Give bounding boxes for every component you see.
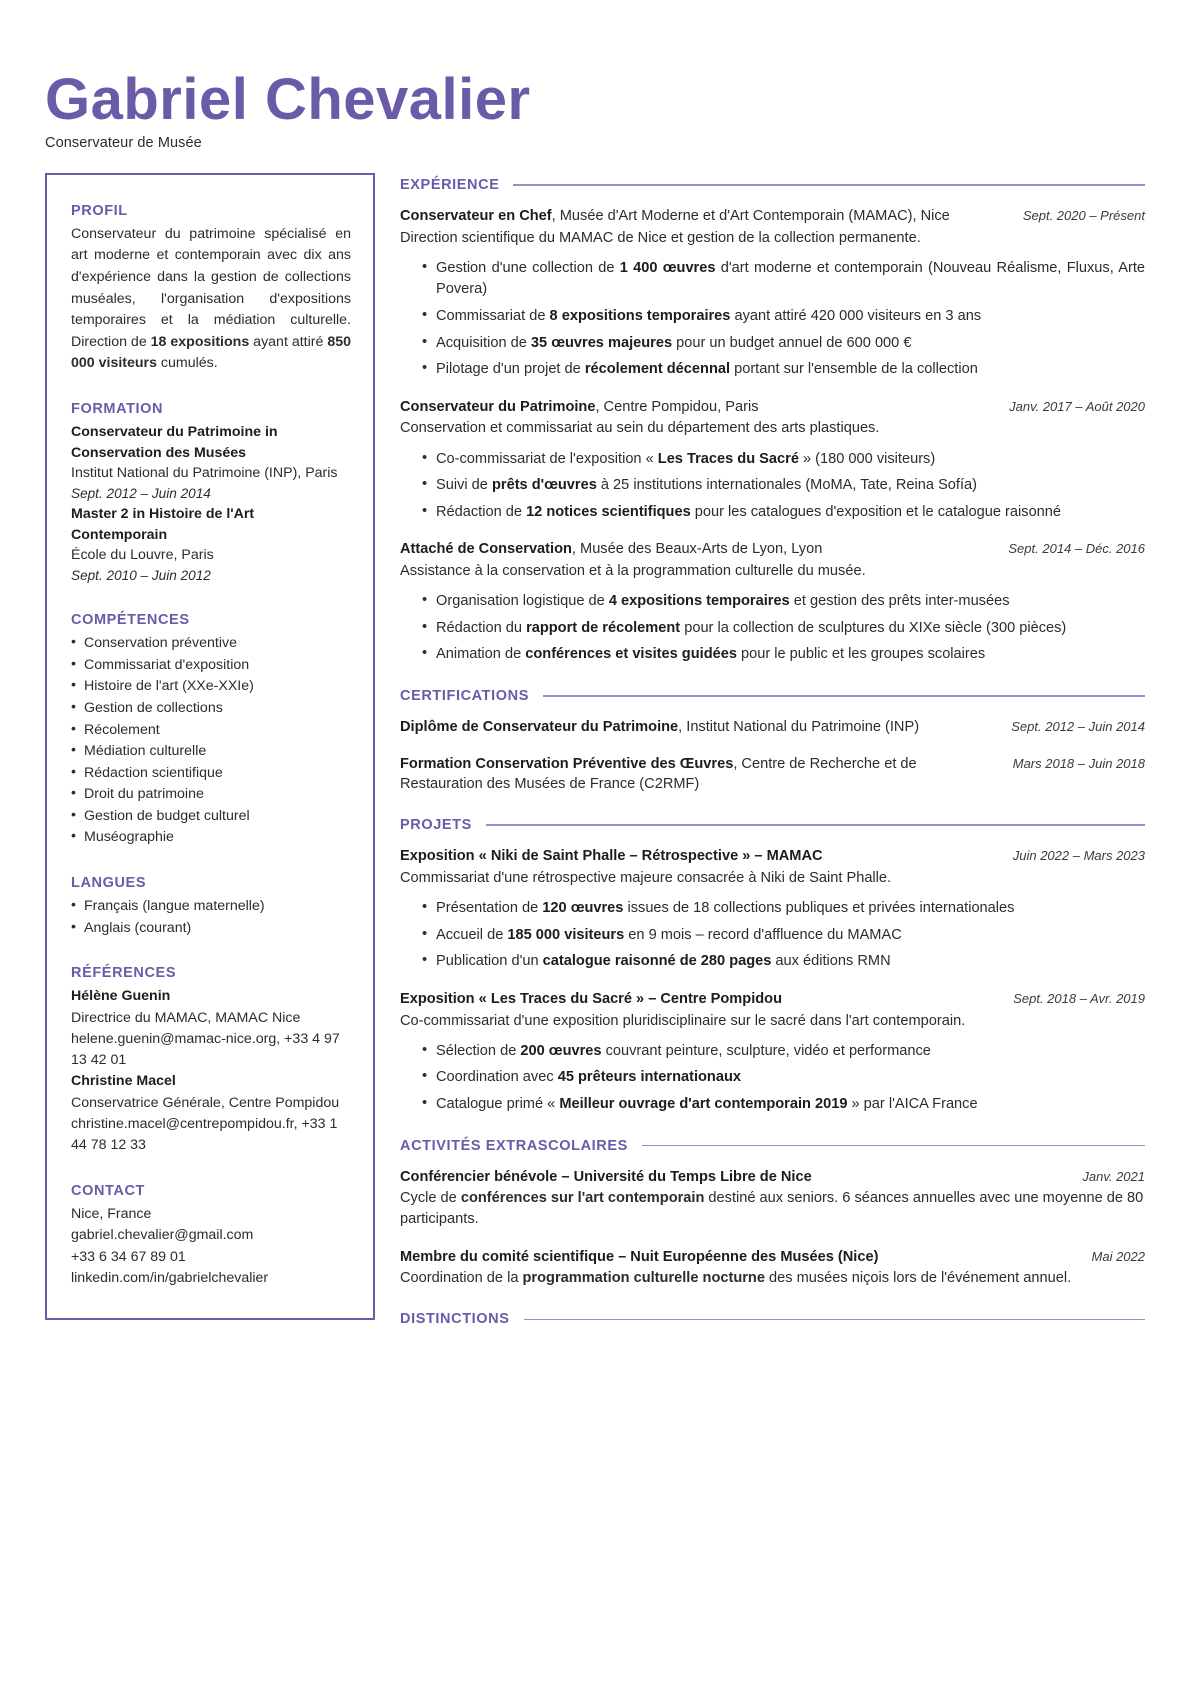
entry-summary: Conservation et commissariat au sein du département des arts plastiques. — [400, 420, 880, 437]
resume-body — [45, 173, 1145, 1341]
entry-date: Janv. 2021 — [1082, 1168, 1145, 1184]
entry-head — [400, 1247, 1145, 1268]
contact-line[interactable]: linkedin.com/in/gabrielchevalier — [71, 1270, 269, 1287]
reference-contact: christine.macel@centrepompidou.fr, +33 1 44 78 12 33 — [71, 1116, 338, 1154]
activites-entries — [400, 1167, 1145, 1290]
references-list — [71, 986, 351, 1156]
projets-entries — [400, 846, 1145, 1115]
entry-title: Membre du comité scientifique – Nuit Européenne des Musées (Nice) — [400, 1248, 879, 1265]
list-item: • Histoire de l'art (XXe-XXIe) — [71, 676, 351, 698]
entry-bullet: • Rédaction du rapport de récolement pour la collection de sculptures du XIXe siècle (300 pièces) — [422, 618, 1145, 640]
entry-title: Conservateur en Chef, Musée d'Art Moderne et d'Art Contemporain (MAMAC), Nice — [400, 207, 950, 224]
list-item: • Récolement — [71, 720, 351, 742]
entry — [400, 989, 1145, 1116]
entry-head — [400, 754, 1145, 795]
entry-head — [400, 1167, 1145, 1188]
list-item: • Droit du patrimoine — [71, 784, 351, 806]
entry-bullet: • Gestion d'une collection de 1 400 œuvres d'art moderne et contemporain (Nouveau Réalisme, Fluxus, Arte Povera) — [422, 258, 1145, 301]
entry-bullet-list — [400, 898, 1145, 973]
formation-date: Sept. 2012 – Juin 2014 — [71, 485, 211, 501]
entry-date: Sept. 2020 – Présent — [1022, 207, 1145, 223]
competences-list — [71, 633, 351, 849]
entry-head — [400, 989, 1145, 1010]
entry-summary: Co-commissariat d'une exposition pluridisciplinaire sur le sacré dans l'art contemporain. — [400, 1012, 966, 1029]
entry-summary: Coordination de la programmation culturelle nocturne des musées niçois lors de l'événement annuel. — [400, 1270, 1072, 1287]
list-item: • Français (langue maternelle) — [71, 896, 351, 918]
entry-date: Sept. 2018 – Avr. 2019 — [1013, 990, 1145, 1006]
section-header-activites — [400, 1138, 1145, 1154]
entry-bullet: • Pilotage d'un projet de récolement décennal portant sur l'ensemble de la collection — [422, 359, 1145, 381]
sidebar-heading-formation: FORMATION — [71, 400, 164, 417]
entry-summary: Commissariat d'une rétrospective majeure consacrée à Niki de Saint Phalle. — [400, 869, 892, 886]
experience-entries — [400, 206, 1145, 666]
list-item: • Rédaction scientifique — [71, 763, 351, 785]
list-item: • Gestion de budget culturel — [71, 806, 351, 828]
entry-bullet: • Catalogue primé « Meilleur ouvrage d'art contemporain 2019 » par l'AICA France — [422, 1094, 1145, 1116]
reference-contact: helene.guenin@mamac-nice.org, +33 4 97 13 42 01 — [71, 1030, 340, 1069]
reference-item — [71, 1071, 351, 1156]
sidebar-section-references — [71, 965, 351, 1156]
section-title-activites: ACTIVITÉS EXTRASCOLAIRES — [400, 1137, 628, 1154]
entry — [400, 846, 1145, 973]
entry-date: Sept. 2014 – Déc. 2016 — [1008, 541, 1145, 557]
entry-head — [400, 397, 1145, 418]
main-column — [400, 173, 1145, 1341]
section-rule — [486, 824, 1145, 826]
formation-degree: Master 2 in Histoire de l'Art Contemporain — [71, 506, 255, 543]
entry — [400, 206, 1145, 381]
entry-bullet-list — [400, 258, 1145, 381]
entry-bullet: • Organisation logistique de 4 expositions temporaires et gestion des prêts inter-musées — [422, 591, 1145, 613]
list-item: • Conservation préventive — [71, 633, 351, 655]
sidebar-section-competences — [71, 612, 351, 849]
section-title-distinctions: DISTINCTIONS — [400, 1311, 510, 1328]
sidebar-section-langues — [71, 875, 351, 939]
sidebar-heading-profil: PROFIL — [71, 202, 128, 219]
entry-head — [400, 717, 1145, 738]
entry-title: Formation Conservation Préventive des Œuvres, Centre de Recherche et de Restauration des Musées de France (C2RMF) — [400, 755, 917, 793]
formation-school: Institut National du Patrimoine (INP), Paris — [71, 465, 338, 482]
entry-title: Diplôme de Conservateur du Patrimoine, Institut National du Patrimoine (INP) — [400, 719, 920, 736]
entry-bullet: • Acquisition de 35 œuvres majeures pour un budget annuel de 600 000 € — [422, 333, 1145, 355]
section-header-distinctions — [400, 1311, 1145, 1327]
candidate-job-title: Conservateur de Musée — [45, 134, 202, 151]
entry-summary: Assistance à la conservation et à la programmation culturelle du musée. — [400, 563, 866, 580]
entry-head — [400, 846, 1145, 867]
sidebar-section-profil — [71, 203, 351, 375]
section-header-experience — [400, 177, 1145, 193]
section-rule — [524, 1319, 1145, 1321]
section-header-projets — [400, 817, 1145, 833]
sidebar-section-contact — [71, 1183, 351, 1290]
entry-bullet-list — [400, 591, 1145, 666]
entry — [400, 539, 1145, 666]
entry-title: Exposition « Les Traces du Sacré » – Centre Pompidou — [400, 990, 782, 1007]
list-item: • Médiation culturelle — [71, 741, 351, 763]
entry-bullet: • Commissariat de 8 expositions temporaires ayant attiré 420 000 visiteurs en 3 ans — [422, 306, 1145, 328]
entry-bullet: • Coordination avec 45 prêteurs internationaux — [422, 1067, 1145, 1089]
entry-bullet: • Suivi de prêts d'œuvres à 25 institutions internationales (MoMA, Tate, Reina Sofía) — [422, 475, 1145, 497]
entry-title: Conférencier bénévole – Université du Temps Libre de Nice — [400, 1168, 812, 1185]
langues-list — [71, 896, 351, 939]
entry-date: Mai 2022 — [1091, 1248, 1145, 1264]
formation-degree: Conservateur du Patrimoine in Conservation des Musées — [71, 423, 278, 461]
sidebar-heading-contact: CONTACT — [71, 1182, 146, 1199]
section-header-certifications — [400, 688, 1145, 704]
profil-text: Conservateur du patrimoine spécialisé en art moderne et contemporain avec dix ans d'expérience dans la gestion de collections muséales, l'organisation d'expositions temporaires et la médiation culturelle. Direction de 18 expositions ayant attiré 850 000 visiteurs cumulés. — [71, 225, 351, 372]
section-rule — [513, 184, 1145, 186]
reference-name: Christine Macel — [71, 1073, 176, 1090]
sidebar-heading-competences: COMPÉTENCES — [71, 612, 190, 629]
entry-bullet: • Rédaction de 12 notices scientifiques pour les catalogues d'exposition et le catalogue raisonné — [422, 502, 1145, 524]
entry — [400, 397, 1145, 524]
sidebar — [45, 173, 375, 1320]
entry — [400, 754, 1145, 795]
candidate-name: Gabriel Chevalier — [45, 67, 531, 132]
entry-title: Exposition « Niki de Saint Phalle – Rétrospective » – MAMAC — [400, 848, 823, 865]
section-rule — [543, 695, 1145, 697]
formation-item — [71, 422, 351, 504]
sidebar-heading-langues: LANGUES — [71, 875, 147, 892]
entry-date: Janv. 2017 – Août 2020 — [1009, 398, 1145, 414]
sidebar-section-formation — [71, 401, 351, 586]
entry-summary: Cycle de conférences sur l'art contemporain destiné aux seniors. 6 séances annuelles avec une moyenne de 80 participants. — [400, 1190, 1144, 1228]
contact-line[interactable]: +33 6 34 67 89 01 — [71, 1248, 186, 1265]
contact-line[interactable]: Nice, France — [71, 1205, 152, 1222]
section-rule — [642, 1145, 1145, 1147]
list-item: • Muséographie — [71, 827, 351, 849]
entry — [400, 1247, 1145, 1290]
entry-date: Mars 2018 – Juin 2018 — [1012, 755, 1145, 771]
entry-bullet-list — [400, 449, 1145, 524]
entry-bullet: • Sélection de 200 œuvres couvrant peinture, sculpture, vidéo et performance — [422, 1041, 1145, 1063]
sidebar-heading-references: RÉFÉRENCES — [71, 965, 177, 982]
contact-line[interactable]: gabriel.chevalier@gmail.com — [71, 1227, 254, 1244]
certifications-entries — [400, 717, 1145, 795]
reference-item — [71, 986, 351, 1071]
reference-role: Conservatrice Générale, Centre Pompidou — [71, 1094, 340, 1111]
list-item: • Anglais (courant) — [71, 918, 351, 940]
formation-date: Sept. 2010 – Juin 2012 — [71, 567, 211, 583]
formation-school: École du Louvre, Paris — [71, 547, 214, 564]
reference-role: Directrice du MAMAC, MAMAC Nice — [71, 1009, 301, 1026]
entry-date: Sept. 2012 – Juin 2014 — [1011, 719, 1145, 735]
list-item: • Gestion de collections — [71, 698, 351, 720]
entry-title: Attaché de Conservation, Musée des Beaux-Arts de Lyon, Lyon — [400, 541, 823, 558]
entry — [400, 717, 1145, 738]
section-title-experience: EXPÉRIENCE — [400, 176, 500, 193]
contact-list — [71, 1204, 351, 1290]
entry-date: Juin 2022 – Mars 2023 — [1012, 848, 1145, 864]
entry-bullet: • Animation de conférences et visites guidées pour le public et les groupes scolaires — [422, 644, 1145, 666]
list-item: • Commissariat d'exposition — [71, 655, 351, 677]
formation-list — [71, 422, 351, 586]
formation-item — [71, 504, 351, 586]
entry-summary: Direction scientifique du MAMAC de Nice et gestion de la collection permanente. — [400, 229, 921, 246]
entry-head — [400, 206, 1145, 227]
section-title-certifications: CERTIFICATIONS — [400, 688, 529, 705]
entry-title: Conservateur du Patrimoine, Centre Pompidou, Paris — [400, 398, 759, 415]
entry-bullet: • Publication d'un catalogue raisonné de 280 pages aux éditions RMN — [422, 951, 1145, 973]
entry-bullet: • Présentation de 120 œuvres issues de 18 collections publiques et privées internationales — [422, 898, 1145, 920]
reference-name: Hélène Guenin — [71, 988, 171, 1005]
entry-bullet: • Co-commissariat de l'exposition « Les Traces du Sacré » (180 000 visiteurs) — [422, 449, 1145, 471]
entry — [400, 1167, 1145, 1231]
resume-header — [45, 67, 1145, 151]
entry-bullet: • Accueil de 185 000 visiteurs en 9 mois – record d'affluence du MAMAC — [422, 925, 1145, 947]
entry-bullet-list — [400, 1041, 1145, 1116]
entry-head — [400, 539, 1145, 560]
section-title-projets: PROJETS — [400, 817, 472, 834]
